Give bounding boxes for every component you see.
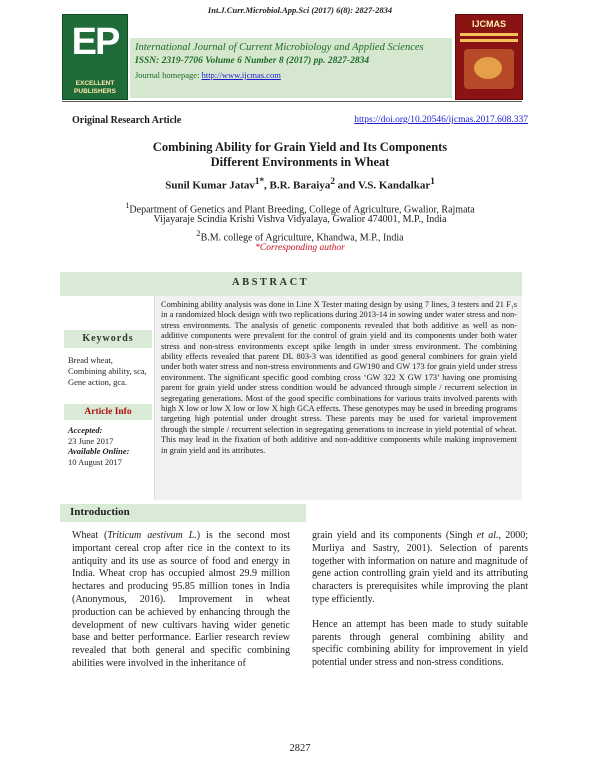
affiliation-2-text: B.M. college of Agriculture, Khandwa, M.P., India <box>200 232 404 244</box>
species-name: Triticum aestivum L. <box>107 530 197 541</box>
citation-etal: et al., <box>476 530 501 541</box>
affiliation-2 <box>0 227 600 244</box>
corresponding-author: *Corresponding author <box>255 243 345 253</box>
cover-title: IJCMAS <box>471 19 506 29</box>
author-2-sup: 2 <box>330 176 335 186</box>
article-type: Original Research Article <box>72 115 182 126</box>
journal-homepage <box>135 70 281 80</box>
journal-title: International Journal of Current Microbiology and Applied Sciences <box>135 42 424 53</box>
title-line-2: Different Environments in Wheat <box>210 155 390 169</box>
abstract-heading-bar <box>60 272 522 296</box>
affiliation-1-line-2: Vijayaraje Scindia Krishi Vishva Vidyalaya, Gwalior 474001, M.P., India <box>153 214 447 225</box>
intro-text: 2000; Murliya and Sastry, 2001). Selection of parents together with information on nature and magnitude of gene action controlling grain yield and its attributing characters is prerequisites while improving the plant type efficiently. <box>312 530 528 605</box>
introduction-heading: Introduction <box>70 506 130 518</box>
page-number: 2827 <box>289 743 311 754</box>
affiliation-1-sup: 1 <box>125 201 130 210</box>
intro-text: ) is the second most important cereal crop after rice in the context to its antiquity and its use as source of food and energy in India. Wheat crop has occupied almost 29.9 million hectares and producing 95.85 million tones in India (Anonymous, 2016). Improvement in wheat production can be achieved by enhancing through the development of new cultivars having wider genetic base and better performance. Earlier research review revealed that both general and specific combining abilities were involved in the inheritance of <box>72 530 290 669</box>
running-head: Int.J.Curr.Microbiol.App.Sci (2017) 6(8): 2827-2834 <box>207 5 393 15</box>
abstract-heading: ABSTRACT <box>232 277 310 288</box>
issn-line: ISSN: 2319-7706 Volume 6 Number 8 (2017) pp. 2827-2834 <box>135 56 370 66</box>
intro-text: Wheat ( <box>72 530 108 541</box>
abstract-text: Combining ability analysis was done in Line X Tester mating design by using 7 lines, 3 testers and 21 F₁s in a randomized block design with two replications during 2013-14 in sowing under water stress and non-stress environments. The analysis of genetic components revealed that both additive as well as non-additive components were prevalent for the control of grain yield and its components under both water stress and non-stress environments except spike length in under stress environment. The combining ability effects revealed that parent DL 803-3 was identified as good general combiners for grain yield under both water stress and non-stress environments and GW190 and GW 173 for grain yield under stress environment. The significant specific good combing cross ‘GW 322 X GW 173’ having one promising parent for grain yield under stress condition would be advanced through simple / recurrent selection in segregating generations. Most of the good specific combinations for various traits involved parents with high X low or low X low or low X high GCA effects. These genotypes may be used in breeding programs targeting high potential under drought stress. These parents may be used for varietal improvement through the simple / recurrent selection in segregating generations to increase in yield potential of wheat. This may lead in the fixation of both additive and non-additive components while making improvement in grain yield and its attributes. <box>161 300 517 455</box>
keywords-heading: Keywords <box>64 330 152 348</box>
introduction-heading-bar <box>60 504 306 522</box>
intro-paragraph: Hence an attempt has been made to study suitable parents through general combining ability and specific combining ability for improvement in yield potential under stress and non-stress conditions. <box>312 618 528 669</box>
accepted-label: Accepted: <box>68 425 103 435</box>
article-info <box>68 425 152 467</box>
intro-text: grain yield and its components (Singh <box>312 530 477 541</box>
cover-stripe <box>460 33 518 36</box>
cover-stripe <box>460 39 518 42</box>
article-sidebar <box>60 296 155 500</box>
affiliation-2-sup: 2 <box>196 229 201 238</box>
header-divider <box>62 101 522 102</box>
logo-ep-text: EP <box>71 21 119 63</box>
author-1-sup: 1* <box>254 176 265 186</box>
intro-paragraph <box>312 530 528 607</box>
doi-link[interactable]: https://doi.org/10.20546/ijcmas.2017.608.337 <box>354 115 528 125</box>
body-column-right <box>312 530 528 682</box>
author-3-sup: 1 <box>430 176 435 186</box>
author-2: , B.R. Baraiya <box>264 179 331 192</box>
homepage-label: Journal homepage: <box>135 70 202 80</box>
author-list <box>0 176 600 192</box>
logo-caption: EXCELLENT PUBLISHERS <box>74 80 116 95</box>
online-label: Available Online: <box>68 446 130 456</box>
author-3: and V.S. Kandalkar <box>334 179 431 192</box>
cover-picture-detail <box>474 57 502 79</box>
title-line-1: Combining Ability for Grain Yield and Its Components <box>152 140 448 154</box>
article-title <box>0 140 600 170</box>
body-column-left <box>72 530 290 683</box>
intro-paragraph <box>72 530 290 671</box>
article-info-heading: Article Info <box>64 404 152 420</box>
journal-cover-image <box>455 14 523 100</box>
keywords-list: Bread wheat, Combining ability, sca, Gene action, gca. <box>68 355 147 387</box>
publisher-logo <box>62 14 128 100</box>
homepage-link[interactable]: http://www.ijcmas.com <box>201 70 281 80</box>
online-date: 10 August 2017 <box>68 456 122 467</box>
affiliation-1-text: Department of Genetics and Plant Breeding, College of Agriculture, Gwalior, Rajmata <box>129 204 475 216</box>
accepted-date: 23 June 2017 <box>68 435 114 446</box>
author-1: Sunil Kumar Jatav <box>165 179 255 192</box>
